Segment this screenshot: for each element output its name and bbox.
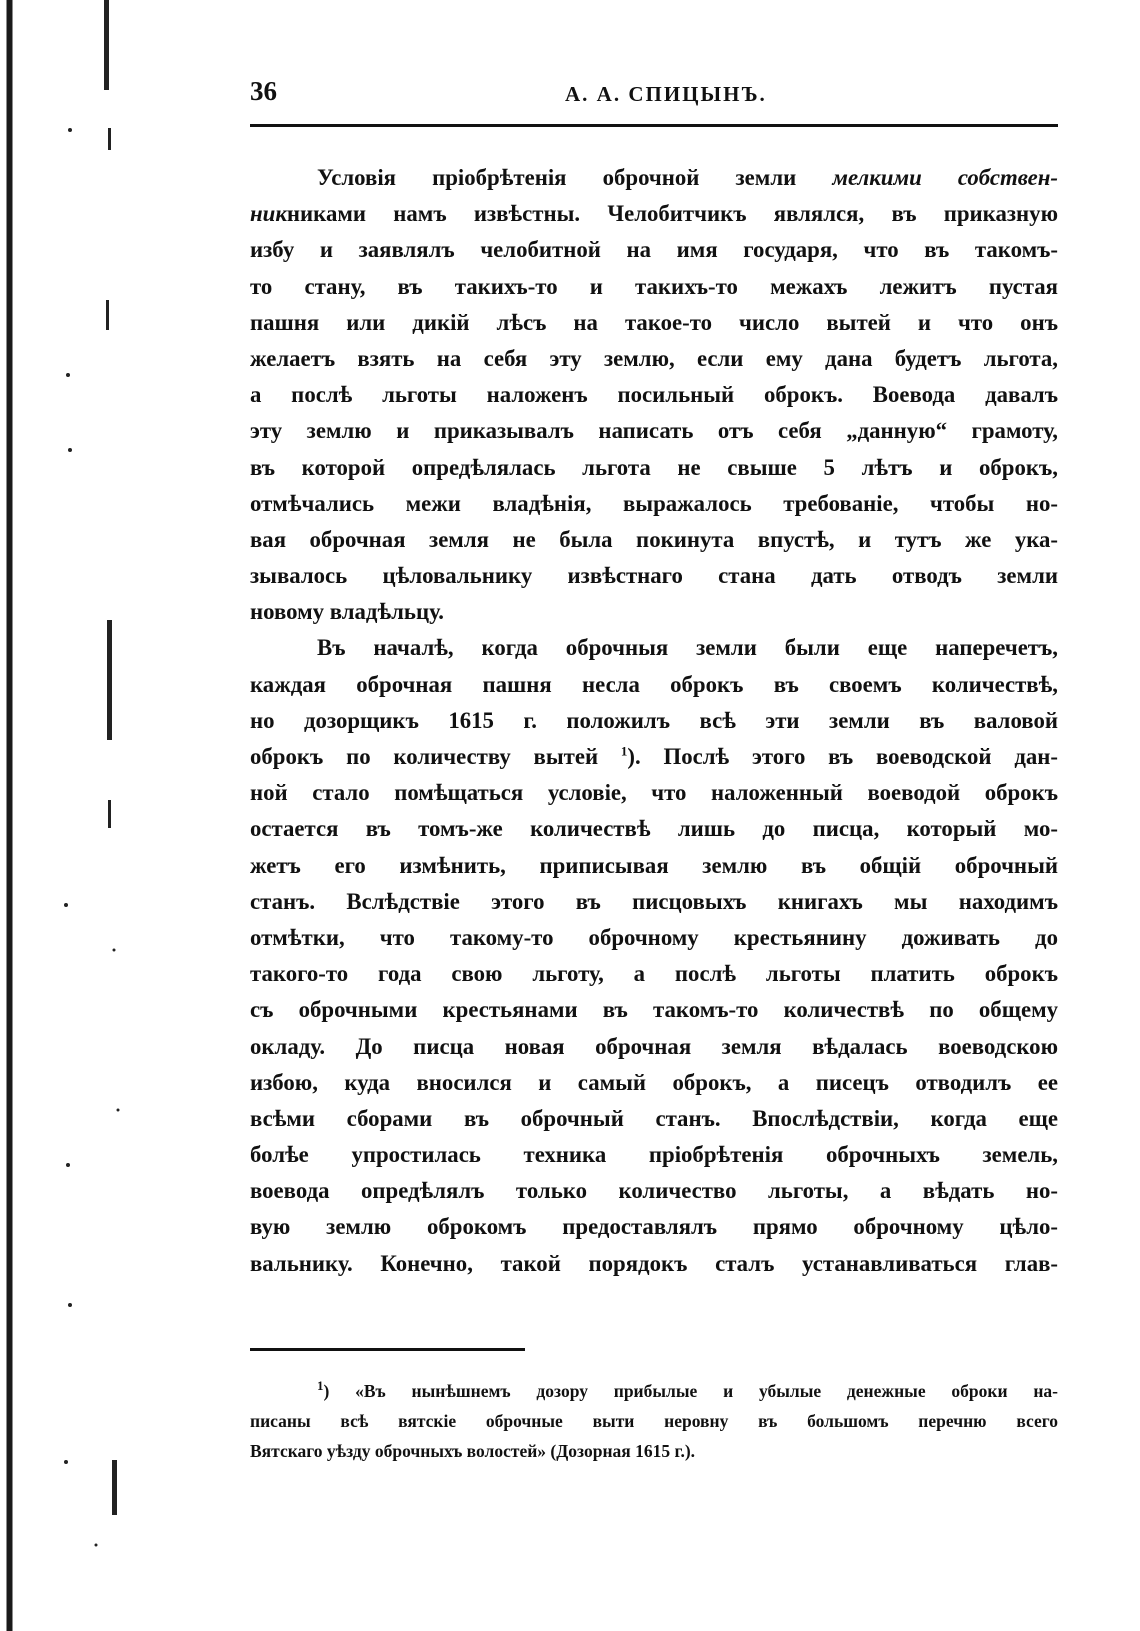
text-line: въ которой опредѣлялась льгота не свыше 5 лѣтъ и оброкъ,: [250, 454, 1058, 480]
text-line: каждая оброчная пашня несла оброкъ въ своемъ количествѣ,: [250, 671, 1058, 697]
text-line: всѣми сборами въ оброчный станъ. Впослѣдствіи, когда еще: [250, 1105, 1058, 1131]
footnote: [250, 1376, 1058, 1466]
page-header: [250, 76, 1058, 116]
text-line: жетъ его измѣнить, приписывая землю въ общій оброчный: [250, 852, 1058, 878]
text-line: избою, куда вносился и самый оброкъ, а писецъ отводилъ ее: [250, 1069, 1058, 1095]
footnote-line: писаны всѣ вятскіе оброчные выти неровну въ большомъ перечню всего: [250, 1411, 1058, 1431]
footnote-line: $^1$) «Въ нынѣшнемъ дозору прибылые и убылые денежные оброки на-: [317, 1378, 1058, 1401]
italic-phrase: мелкими собствен-: [832, 165, 1058, 190]
footnote-marker: 1: [317, 1378, 324, 1394]
text-line: оброкъ по количеству вытей $^1$). Послѣ этого въ воеводской дан-: [250, 743, 1058, 769]
header-rule: [250, 124, 1058, 127]
text-line: зывалось цѣловальнику извѣстнаго стана дать отводъ земли: [250, 563, 1058, 589]
text-line: отмѣтки, что такому-то оброчному крестьянину доживать до: [250, 924, 1058, 950]
text-line: вая оброчная земля не была покинута впустѣ, и тутъ же ука-: [250, 526, 1058, 552]
footnote-ref: 1: [620, 743, 628, 759]
text-line: желаетъ взять на себя эту землю, если ему дана будетъ льгота,: [250, 345, 1058, 371]
text-line: пашня или дикій лѣсъ на такое-то число вытей и что онъ: [250, 309, 1058, 335]
text-line: окладу. До писца новая оброчная земля вѣдалась воеводскою: [250, 1033, 1058, 1059]
text-line: никниками намъ извѣстны. Челобитчикъ являлся, въ приказную: [250, 201, 1058, 227]
text-line: вальнику. Конечно, такой порядокъ сталъ устанавливаться глав-: [250, 1250, 1058, 1276]
text-line: избу и заявлялъ челобитной на имя государя, что въ такомъ-: [250, 237, 1058, 263]
italic-phrase-end: ник: [250, 201, 287, 227]
text-line: вую землю оброкомъ предоставлялъ прямо оброчному цѣло-: [250, 1214, 1058, 1240]
scan-speckles: [0, 0, 140, 1631]
text-line: съ оброчными крестьянами въ такомъ-то количествѣ по общему: [250, 997, 1058, 1023]
text-line: Условія пріобрѣтенія оброчной земли мелкими собствен-: [317, 165, 1058, 190]
text-line: эту землю и приказывалъ написать отъ себя „данную“ грамоту,: [250, 418, 1058, 444]
text-line: остается въ томъ-же количествѣ лишь до писца, который мо-: [250, 816, 1058, 842]
body-text: [250, 160, 1058, 1282]
text-line: болѣе упростилась техника пріобрѣтенія оброчныхъ земель,: [250, 1142, 1058, 1168]
footnote-rule: [250, 1348, 525, 1351]
footnote-line: Вятскаго уѣзду оброчныхъ волостей» (Дозорная 1615 г.).: [250, 1441, 696, 1461]
text-line: но дозорщикъ 1615 г. положилъ всѣ эти земли въ валовой: [250, 707, 1058, 733]
text-line: то стану, въ такихъ-то и такихъ-то межахъ лежитъ пустая: [250, 273, 1058, 299]
text-line: Въ началѣ, когда оброчныя земли были еще наперечетъ,: [317, 635, 1058, 661]
text-line: отмѣчались межи владѣнія, выражалось требованіе, чтобы но-: [250, 490, 1058, 516]
text-line: новому владѣльцу.: [250, 599, 444, 625]
text-line: такого-то года свою льготу, а послѣ льготы платить оброкъ: [250, 961, 1058, 987]
text-line: воевода опредѣлялъ только количество льготы, а вѣдать но-: [250, 1178, 1058, 1204]
text-line: а послѣ льготы наложенъ посильный оброкъ. Воевода давалъ: [250, 382, 1058, 408]
page-number: 36: [250, 76, 277, 106]
text-line: станъ. Вслѣдствіе этого въ писцовыхъ книгахъ мы находимъ: [250, 888, 1058, 914]
text-line: ной стало помѣщаться условіе, что наложенный воеводой оброкъ: [250, 780, 1058, 806]
running-head: А. А. СПИЦЫНЪ.: [565, 82, 767, 106]
